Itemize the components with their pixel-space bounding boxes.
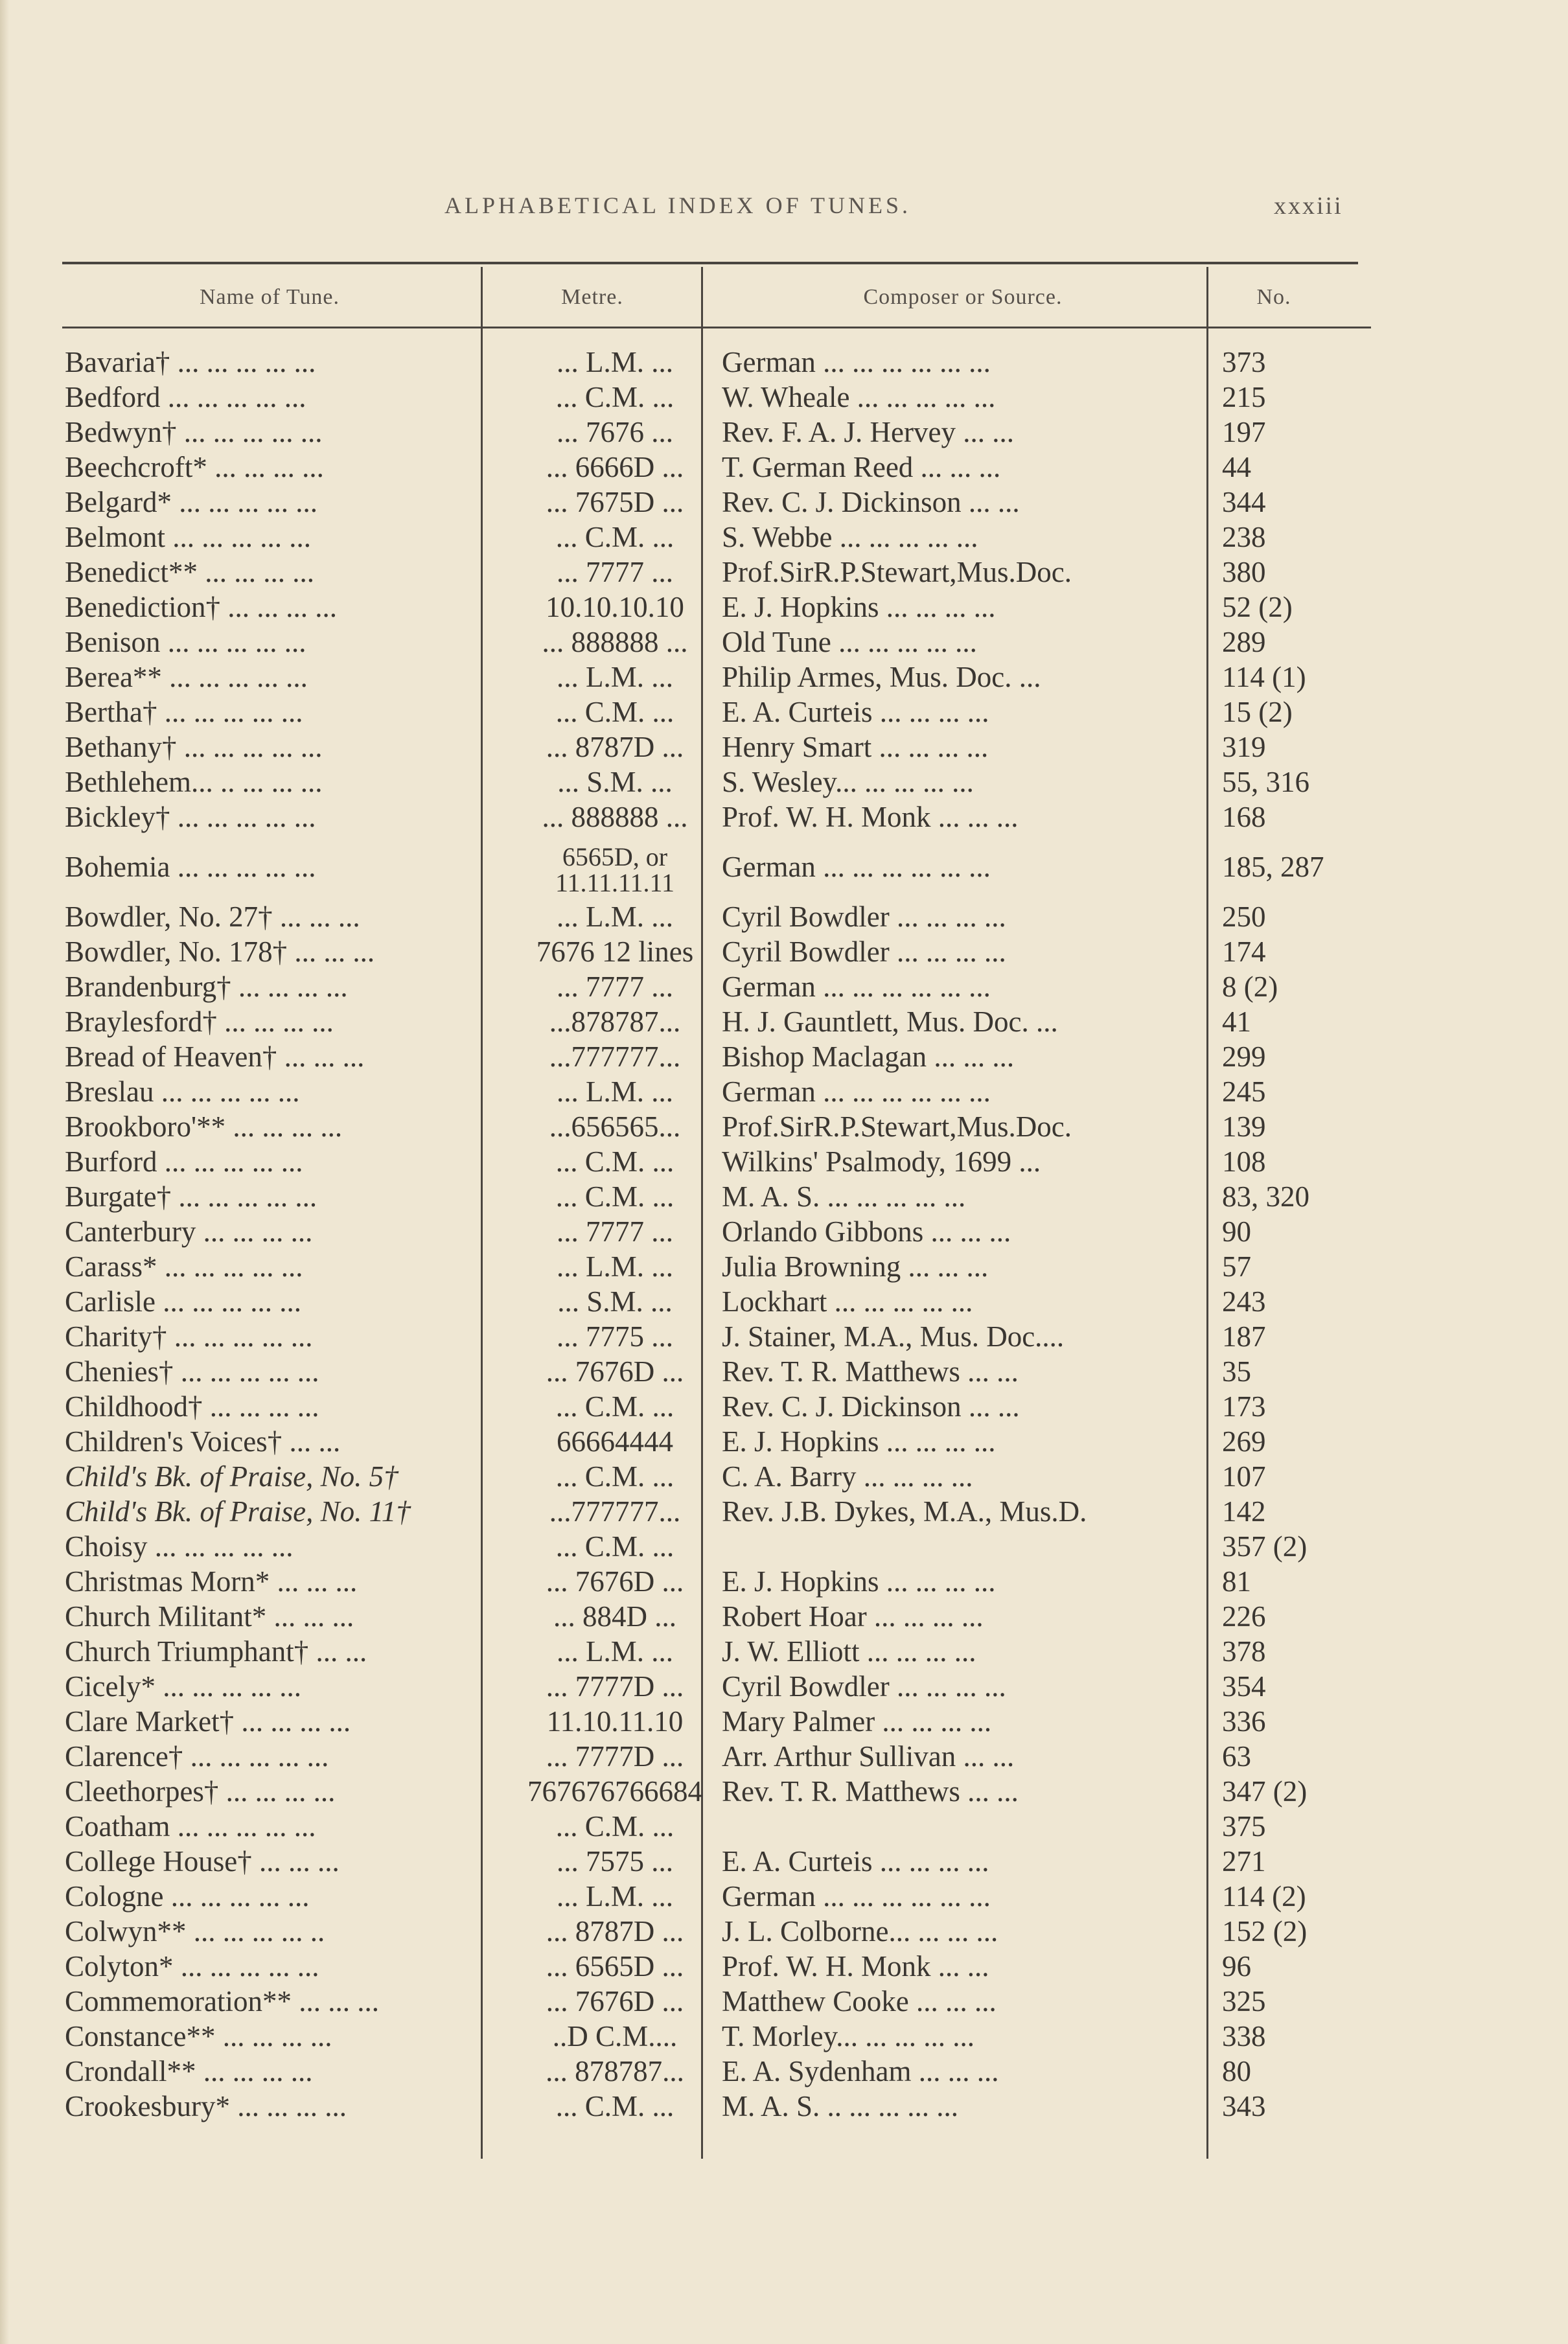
- tune-metre: ... S.M. ...: [557, 766, 673, 798]
- tune-metre: ... C.M. ...: [555, 1145, 674, 1178]
- tune-metre: ... 7676D ...: [546, 1355, 684, 1388]
- table-top-rule: [62, 262, 1358, 264]
- tune-composer: E. J. Hopkins ... ... ... ...: [722, 1425, 996, 1458]
- tune-number: 185, 287: [1222, 851, 1324, 883]
- tune-name: Belgard* ... ... ... ... ...: [65, 486, 317, 518]
- tune-number: 338: [1222, 2020, 1266, 2052]
- table-row: [62, 2019, 1371, 2054]
- tune-number: 243: [1222, 1285, 1266, 1318]
- tune-composer: Rev. T. R. Matthews ... ...: [722, 1775, 1019, 1808]
- column-header-composer: Composer or Source.: [863, 285, 1063, 309]
- table-row: [62, 1669, 1371, 1704]
- table-row: [62, 485, 1371, 520]
- tune-name: Coatham ... ... ... ... ...: [65, 1810, 316, 1843]
- tune-number: 41: [1222, 1005, 1251, 1038]
- table-row: [62, 1214, 1371, 1249]
- table-row: [62, 345, 1371, 380]
- tune-metre: ... 888888 ...: [542, 626, 688, 658]
- tune-metre: ... 7676D ...: [546, 1565, 684, 1598]
- tune-composer: Philip Armes, Mus. Doc. ...: [722, 661, 1041, 693]
- page-number: xxxiii: [1274, 192, 1343, 220]
- table-row: [62, 1634, 1371, 1669]
- tune-number: 8 (2): [1222, 971, 1278, 1003]
- page-edge: [0, 0, 9, 2344]
- tune-number: 325: [1222, 1985, 1266, 2017]
- column-header-no: No.: [1256, 285, 1291, 309]
- tune-number: 269: [1222, 1425, 1266, 1458]
- tune-composer: W. Wheale ... ... ... ... ...: [722, 381, 996, 413]
- tune-composer: E. A. Sydenham ... ... ...: [722, 2055, 999, 2087]
- tune-metre: ...777777...: [549, 1495, 681, 1528]
- tune-composer: Rev. C. J. Dickinson ... ...: [722, 486, 1020, 518]
- table-row: [62, 1284, 1371, 1319]
- table-row: [62, 590, 1371, 625]
- tune-metre: ... C.M. ...: [555, 1460, 674, 1493]
- tune-number: 15 (2): [1222, 696, 1293, 728]
- tune-number: 83, 320: [1222, 1180, 1309, 1213]
- tune-name: Commemoration** ... ... ...: [65, 1985, 379, 2017]
- running-head: [62, 192, 1374, 224]
- tune-name: Bedwyn† ... ... ... ... ...: [65, 416, 323, 448]
- tune-name: Brandenburg† ... ... ... ...: [65, 971, 348, 1003]
- tune-name: Burgate† ... ... ... ... ...: [65, 1180, 317, 1213]
- tune-composer: Prof.SirR.P.Stewart,Mus.Doc.: [722, 1110, 1072, 1143]
- tune-name: Charity† ... ... ... ... ...: [65, 1320, 313, 1353]
- tune-number: 245: [1222, 1075, 1266, 1108]
- tune-name: Bowdler, No. 178† ... ... ...: [65, 936, 375, 968]
- tune-name: Berea** ... ... ... ... ...: [65, 661, 308, 693]
- tune-metre: ... 7777 ...: [557, 971, 673, 1003]
- tune-metre: ... C.M. ...: [555, 1810, 674, 1843]
- tune-name: Child's Bk. of Praise, No. 5†: [65, 1460, 398, 1493]
- tune-composer: German ... ... ... ... ... ...: [722, 1075, 991, 1108]
- tune-number: 375: [1222, 1810, 1266, 1843]
- tune-number: 378: [1222, 1635, 1266, 1668]
- tune-composer: Orlando Gibbons ... ... ...: [722, 1215, 1011, 1248]
- tune-name: Bohemia ... ... ... ... ...: [65, 851, 316, 883]
- tune-name: Bethlehem... .. ... ... ...: [65, 766, 323, 798]
- tune-metre: ... 7777 ...: [557, 556, 673, 588]
- tune-metre: ...777777...: [549, 1040, 681, 1073]
- tune-composer: Prof. W. H. Monk ... ...: [722, 1950, 989, 1982]
- column-header-name: Name of Tune.: [199, 285, 340, 309]
- tune-name: Church Triumphant† ... ...: [65, 1635, 367, 1668]
- tune-number: 57: [1222, 1250, 1251, 1283]
- table-row: [62, 730, 1371, 764]
- table-row: [62, 1914, 1371, 1949]
- table-row: [62, 1809, 1371, 1844]
- tune-metre: ... 7676D ...: [546, 1985, 684, 2017]
- tune-composer: Cyril Bowdler ... ... ... ...: [722, 901, 1006, 933]
- table-row: [62, 1249, 1371, 1284]
- table-row: [62, 1074, 1371, 1109]
- tune-number: 108: [1222, 1145, 1266, 1178]
- tune-name: Beechcroft* ... ... ... ...: [65, 451, 324, 483]
- tune-metre: ... 888888 ...: [542, 801, 688, 833]
- tune-composer: S. Wesley... ... ... ... ...: [722, 766, 974, 798]
- tune-name: Child's Bk. of Praise, No. 11†: [65, 1495, 411, 1528]
- tune-name: Bedford ... ... ... ... ...: [65, 381, 306, 413]
- tune-number: 96: [1222, 1950, 1251, 1982]
- tune-name: Benedict** ... ... ... ...: [65, 556, 314, 588]
- table-row: [62, 415, 1371, 450]
- tune-composer: German ... ... ... ... ... ...: [722, 346, 991, 378]
- tune-composer: Matthew Cooke ... ... ...: [722, 1985, 997, 2017]
- table-header-rule: [62, 327, 1371, 328]
- tune-number: 357 (2): [1222, 1530, 1308, 1563]
- tune-name: Cologne ... ... ... ... ...: [65, 1880, 310, 1913]
- tune-composer: H. J. Gauntlett, Mus. Doc. ...: [722, 1005, 1058, 1038]
- tune-name: Burford ... ... ... ... ...: [65, 1145, 303, 1178]
- table-row: [62, 1354, 1371, 1389]
- tune-composer: Wilkins' Psalmody, 1699 ...: [722, 1145, 1041, 1178]
- tune-number: 343: [1222, 2090, 1266, 2122]
- tune-metre: ...656565...: [549, 1110, 681, 1143]
- tune-name: Constance** ... ... ... ...: [65, 2020, 332, 2052]
- tune-number: 173: [1222, 1390, 1266, 1423]
- tune-number: 197: [1222, 416, 1266, 448]
- table-row: [62, 1774, 1371, 1809]
- table-row: [62, 555, 1371, 590]
- tune-number: 215: [1222, 381, 1266, 413]
- table-row: [62, 1564, 1371, 1599]
- tune-metre: ... 7575 ...: [557, 1845, 673, 1878]
- table-row: [62, 1599, 1371, 1634]
- tune-composer: T. German Reed ... ... ...: [722, 451, 1001, 483]
- tune-name: Bavaria† ... ... ... ... ...: [65, 346, 316, 378]
- tune-metre: ... 7777D ...: [546, 1740, 684, 1773]
- tune-composer: Mary Palmer ... ... ... ...: [722, 1705, 992, 1738]
- tune-number: 336: [1222, 1705, 1266, 1738]
- tune-composer: German ... ... ... ... ... ...: [722, 971, 991, 1003]
- tune-composer: E. A. Curteis ... ... ... ...: [722, 696, 989, 728]
- tune-metre: ... 6565D ...: [546, 1950, 684, 1982]
- tune-number: 373: [1222, 346, 1266, 378]
- tune-number: 139: [1222, 1110, 1266, 1143]
- tune-metre: ... 8787D ...: [546, 731, 684, 763]
- tune-number: 55, 316: [1222, 766, 1309, 798]
- tune-number: 142: [1222, 1495, 1266, 1528]
- table-row: [62, 1949, 1371, 1984]
- tune-number: 380: [1222, 556, 1266, 588]
- tune-metre: ... S.M. ...: [557, 1285, 673, 1318]
- tune-metre: ... 7675D ...: [546, 486, 684, 518]
- table-row: [62, 1739, 1371, 1774]
- tune-number: 152 (2): [1222, 1915, 1308, 1948]
- table-row: [62, 1984, 1371, 2019]
- tune-name: Carass* ... ... ... ... ...: [65, 1250, 303, 1283]
- tune-composer: Bishop Maclagan ... ... ...: [722, 1040, 1015, 1073]
- tune-metre: ... L.M. ...: [557, 661, 673, 693]
- tune-composer: Cyril Bowdler ... ... ... ...: [722, 936, 1006, 968]
- table-row: [62, 450, 1371, 485]
- tune-composer: M. A. S. .. ... ... ... ...: [722, 2090, 959, 2122]
- tune-composer: Julia Browning ... ... ...: [722, 1250, 989, 1283]
- tune-name: Bowdler, No. 27† ... ... ...: [65, 901, 360, 933]
- tune-name: Belmont ... ... ... ... ...: [65, 521, 311, 553]
- tune-metre: 7676 12 lines: [536, 936, 694, 968]
- tune-name: Christmas Morn* ... ... ...: [65, 1565, 358, 1598]
- tune-metre-option: 11.11.11.11: [555, 868, 675, 897]
- tune-metre: 10.10.10.10: [546, 591, 684, 623]
- tune-composer: Old Tune ... ... ... ... ...: [722, 626, 977, 658]
- tune-composer: Rev. J.B. Dykes, M.A., Mus.D.: [722, 1495, 1087, 1528]
- tune-name: Braylesford† ... ... ... ...: [65, 1005, 334, 1038]
- tune-composer: S. Webbe ... ... ... ... ...: [722, 521, 978, 553]
- table-row: [62, 1319, 1371, 1354]
- table-row: [62, 799, 1371, 834]
- tune-composer: Lockhart ... ... ... ... ...: [722, 1285, 973, 1318]
- tune-composer: T. Morley... ... ... ... ...: [722, 2020, 974, 2052]
- tune-name: Crondall** ... ... ... ...: [65, 2055, 313, 2087]
- tune-name: Carlisle ... ... ... ... ...: [65, 1285, 301, 1318]
- table-row: [62, 380, 1371, 415]
- table-row: [62, 1004, 1371, 1039]
- tune-name: Clarence† ... ... ... ... ...: [65, 1740, 329, 1773]
- tune-metre: ... L.M. ...: [557, 901, 673, 933]
- tune-metre: ... C.M. ...: [555, 1390, 674, 1423]
- tune-number: 81: [1222, 1565, 1251, 1598]
- tune-number: 347 (2): [1222, 1775, 1308, 1808]
- tune-metre: ... L.M. ...: [557, 1880, 673, 1913]
- tune-composer: E. J. Hopkins ... ... ... ...: [722, 1565, 996, 1598]
- tune-number: 90: [1222, 1215, 1251, 1248]
- table-row: [62, 969, 1371, 1004]
- table-row: [62, 1529, 1371, 1564]
- tune-composer: Rev. C. J. Dickinson ... ...: [722, 1390, 1020, 1423]
- tune-composer: C. A. Barry ... ... ... ...: [722, 1460, 973, 1493]
- tune-name: Cleethorpes† ... ... ... ...: [65, 1775, 336, 1808]
- tune-metre: ... C.M. ...: [555, 521, 674, 553]
- table-row: [62, 625, 1371, 660]
- tune-name: Brookboro'** ... ... ... ...: [65, 1110, 343, 1143]
- tune-name: Clare Market† ... ... ... ...: [65, 1705, 351, 1738]
- tune-name: Bertha† ... ... ... ... ...: [65, 696, 303, 728]
- tune-name: Colyton* ... ... ... ... ...: [65, 1950, 319, 1982]
- tune-name: Church Militant* ... ... ...: [65, 1600, 354, 1633]
- tune-metre: ... 884D ...: [553, 1600, 676, 1633]
- tune-composer: Rev. T. R. Matthews ... ...: [722, 1355, 1019, 1388]
- tune-metre: ... 7777 ...: [557, 1215, 673, 1248]
- tune-number: 168: [1222, 801, 1266, 833]
- tune-composer: M. A. S. ... ... ... ... ...: [722, 1180, 966, 1213]
- tune-number: 44: [1222, 451, 1251, 483]
- table-row: [62, 934, 1371, 969]
- table-row: [62, 695, 1371, 730]
- tune-composer: E. A. Curteis ... ... ... ...: [722, 1845, 989, 1878]
- tune-name: Cicely* ... ... ... ... ...: [65, 1670, 301, 1703]
- tune-number: 354: [1222, 1670, 1266, 1703]
- table-row: [62, 1879, 1371, 1914]
- table-row: [62, 660, 1371, 695]
- tune-name: Bread of Heaven† ... ... ...: [65, 1040, 365, 1073]
- tune-number: 35: [1222, 1355, 1251, 1388]
- tune-metre: ... C.M. ...: [555, 696, 674, 728]
- tune-number: 114 (1): [1222, 661, 1306, 693]
- tune-metre: ... L.M. ...: [557, 1250, 673, 1283]
- table-row: [62, 1424, 1371, 1459]
- tune-metre-alternatives: [555, 844, 674, 896]
- tune-metre: ..D C.M....: [552, 2020, 678, 2052]
- tune-metre: ... C.M. ...: [555, 2090, 674, 2122]
- table-row: [62, 1844, 1371, 1879]
- tune-number: 174: [1222, 936, 1266, 968]
- tune-metre: ... C.M. ...: [555, 1530, 674, 1563]
- table-row: [62, 1704, 1371, 1739]
- tune-composer: German ... ... ... ... ... ...: [722, 851, 991, 883]
- tune-name: Bickley† ... ... ... ... ...: [65, 801, 316, 833]
- table-row: [62, 899, 1371, 934]
- table-row: [62, 1389, 1371, 1424]
- tune-metre: 767676766684: [527, 1775, 702, 1808]
- tune-metre: [482, 834, 748, 899]
- tune-name: Breslau ... ... ... ... ...: [65, 1075, 300, 1108]
- tune-metre: ... 7676 ...: [557, 416, 673, 448]
- table-row: [62, 1039, 1371, 1074]
- tune-metre: ... 7777D ...: [546, 1670, 684, 1703]
- tune-number: 289: [1222, 626, 1266, 658]
- tune-composer: Robert Hoar ... ... ... ...: [722, 1600, 984, 1633]
- table-row: [62, 1494, 1371, 1529]
- tune-composer: J. Stainer, M.A., Mus. Doc....: [722, 1320, 1065, 1353]
- tune-number: 63: [1222, 1740, 1251, 1773]
- tune-number: 80: [1222, 2055, 1251, 2087]
- tune-number: 250: [1222, 901, 1266, 933]
- tune-composer: Prof.SirR.P.Stewart,Mus.Doc.: [722, 556, 1072, 588]
- tune-name: Childhood† ... ... ... ...: [65, 1390, 319, 1423]
- tune-composer: German ... ... ... ... ... ...: [722, 1880, 991, 1913]
- tune-name: Children's Voices† ... ...: [65, 1425, 341, 1458]
- tune-name: Canterbury ... ... ... ...: [65, 1215, 313, 1248]
- tune-composer: Arr. Arthur Sullivan ... ...: [722, 1740, 1015, 1773]
- tune-metre: ...878787...: [549, 1005, 681, 1038]
- tune-metre: ... 8787D ...: [546, 1915, 684, 1948]
- tune-composer: Rev. F. A. J. Hervey ... ...: [722, 416, 1014, 448]
- table-row: [62, 2089, 1371, 2124]
- table-row: [62, 1109, 1371, 1144]
- tune-number: 319: [1222, 731, 1266, 763]
- tune-metre: ... 7775 ...: [557, 1320, 673, 1353]
- tune-name: Benison ... ... ... ... ...: [65, 626, 306, 658]
- tune-number: 107: [1222, 1460, 1266, 1493]
- tune-composer: Henry Smart ... ... ... ...: [722, 731, 989, 763]
- tune-composer: J. L. Colborne... ... ... ...: [722, 1915, 998, 1948]
- tune-name: Crookesbury* ... ... ... ...: [65, 2090, 347, 2122]
- tune-name: College House† ... ... ...: [65, 1845, 340, 1878]
- column-header-metre: Metre.: [561, 285, 623, 309]
- tune-metre: ... 6666D ...: [546, 451, 684, 483]
- tune-composer: Cyril Bowdler ... ... ... ...: [722, 1670, 1006, 1703]
- page-title: ALPHABETICAL INDEX OF TUNES.: [444, 192, 911, 218]
- tune-number: 344: [1222, 486, 1266, 518]
- tune-name: Chenies† ... ... ... ... ...: [65, 1355, 319, 1388]
- tune-number: 187: [1222, 1320, 1266, 1353]
- tune-composer: Prof. W. H. Monk ... ... ...: [722, 801, 1019, 833]
- tune-name: Colwyn** ... ... ... ... ..: [65, 1915, 325, 1948]
- table-row: [62, 834, 1371, 899]
- tune-number: 114 (2): [1222, 1880, 1306, 1913]
- tune-number: 52 (2): [1222, 591, 1293, 623]
- table-row: [62, 1144, 1371, 1179]
- tune-metre: 66664444: [557, 1425, 673, 1458]
- table-row: [62, 520, 1371, 555]
- tune-number: 271: [1222, 1845, 1266, 1878]
- tune-metre: ... 878787...: [546, 2055, 684, 2087]
- table-row: [62, 1179, 1371, 1214]
- table-body: [62, 345, 1371, 2124]
- tune-metre-option: 6565D, or: [562, 842, 668, 871]
- tune-metre: ... C.M. ...: [555, 381, 674, 413]
- table-row: [62, 2054, 1371, 2089]
- tune-number: 238: [1222, 521, 1266, 553]
- tune-number: 226: [1222, 1600, 1266, 1633]
- tune-number: 299: [1222, 1040, 1266, 1073]
- tune-metre: ... L.M. ...: [557, 346, 673, 378]
- table-row: [62, 764, 1371, 799]
- tune-metre: ... C.M. ...: [555, 1180, 674, 1213]
- table-row: [62, 1459, 1371, 1494]
- tune-metre: 11.10.11.10: [546, 1705, 684, 1738]
- tune-name: Benediction† ... ... ... ...: [65, 591, 337, 623]
- tune-name: Choisy ... ... ... ... ...: [65, 1530, 294, 1563]
- tune-metre: ... L.M. ...: [557, 1635, 673, 1668]
- tune-composer: J. W. Elliott ... ... ... ...: [722, 1635, 976, 1668]
- tune-metre: ... L.M. ...: [557, 1075, 673, 1108]
- tune-composer: E. J. Hopkins ... ... ... ...: [722, 591, 996, 623]
- tune-name: Bethany† ... ... ... ... ...: [65, 731, 323, 763]
